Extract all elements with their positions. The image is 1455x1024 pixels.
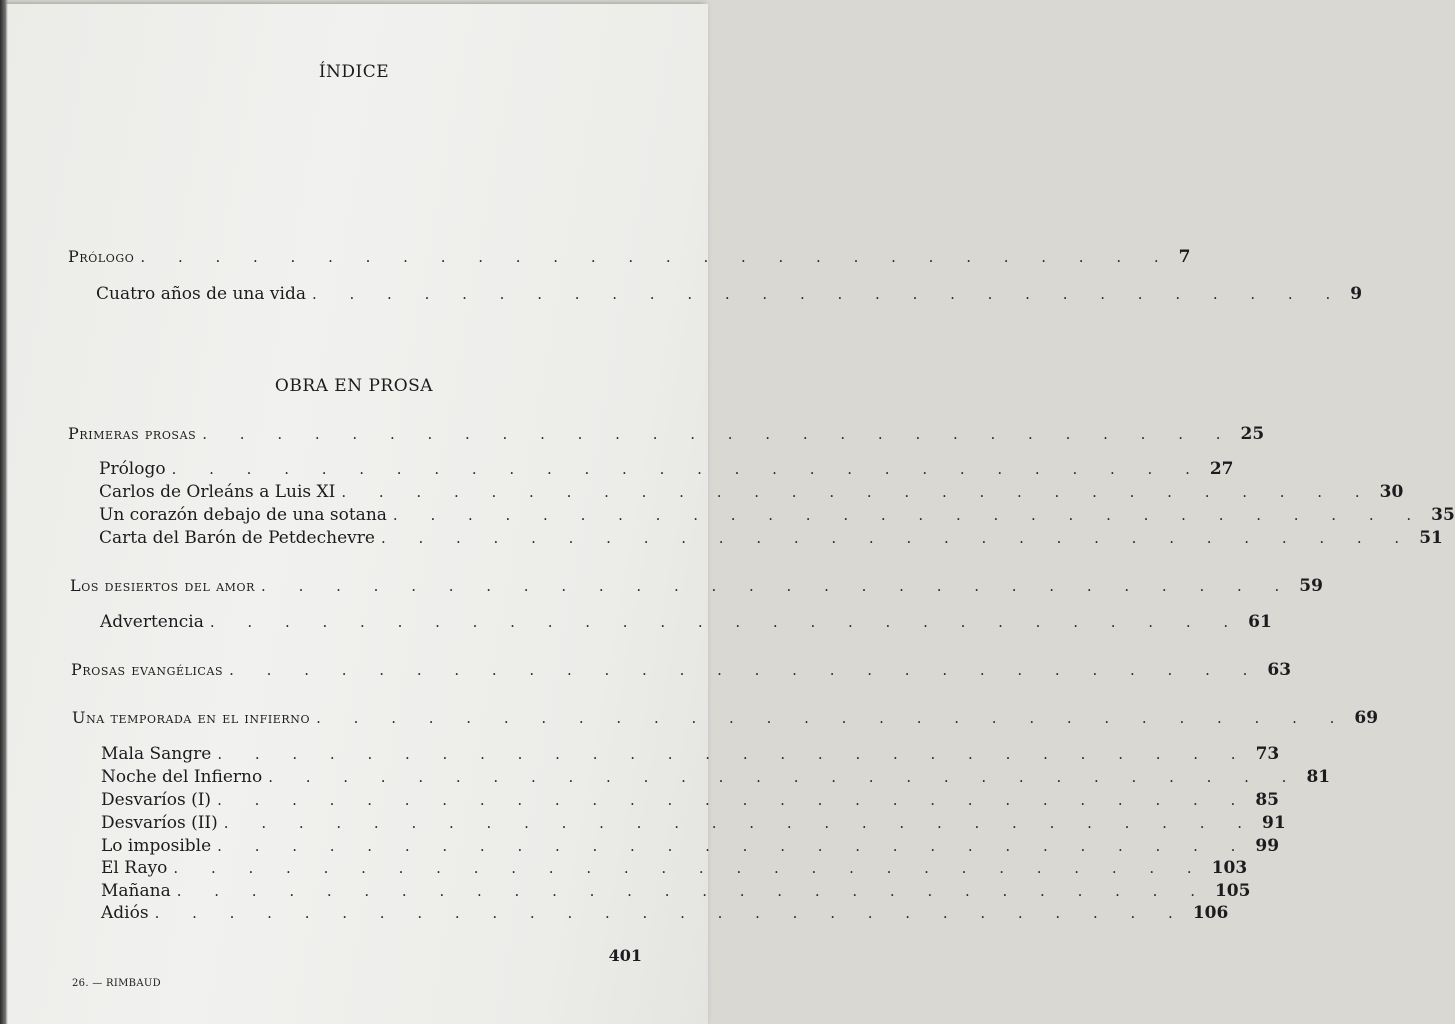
dot-leader: . . . . . . . . . . . . . . . . . . . . . . . . . . . .	[176, 882, 1209, 900]
toc-entry-page: 25	[1240, 424, 1265, 444]
toc-entry-page: 73	[1255, 744, 1280, 764]
toc-entry-page: 105	[1214, 881, 1251, 901]
toc-entry-label: Prólogo	[99, 459, 166, 479]
dot-leader: . . . . . . . . . . . . . . . . . . . . . . . . . . . .	[154, 904, 1187, 922]
toc-entry-desvarios-2	[101, 812, 1286, 834]
dot-leader: . . . . . . . . . . . . . . . . . . . . . . . . . . . .	[140, 248, 1173, 266]
toc-entry-carlos-de-orleans	[99, 481, 1404, 503]
section-heading-obra-en-prosa: OBRA EN PROSA	[274, 376, 434, 396]
toc-entry-lo-imposible	[101, 835, 1280, 857]
toc-entry-page: 106	[1192, 903, 1229, 923]
toc-entry-page: 99	[1255, 836, 1280, 856]
dot-leader: . . . . . . . . . . . . . . . . . . . . . . . . . . . .	[173, 859, 1206, 877]
toc-entry-label: Carlos de Orleáns a Luis XI	[99, 482, 336, 502]
dot-leader: . . . . . . . . . . . . . . . . . . . . . . . . . . . .	[316, 709, 1349, 727]
toc-entry-mala-sangre	[101, 743, 1280, 765]
toc-entry-una-temporada	[72, 707, 1379, 729]
dot-leader: . . . . . . . . . . . . . . . . . . . . . . . . . . . .	[217, 791, 1250, 809]
toc-entry-page: 85	[1255, 790, 1279, 810]
index-title: ÍNDICE	[318, 62, 390, 82]
page-edge-shadow	[0, 0, 8, 1024]
toc-entry-label: Desvaríos (I)	[101, 790, 212, 810]
toc-entry-page: 61	[1248, 612, 1272, 632]
toc-entry-el-rayo	[101, 857, 1248, 879]
toc-entry-label: Carta del Barón de Petdechevre	[99, 528, 375, 548]
toc-entry-adios	[101, 902, 1229, 924]
toc-entry-page: 81	[1306, 767, 1331, 787]
dot-leader: . . . . . . . . . . . . . . . . . . . . . . . . . . . .	[223, 814, 1257, 832]
dot-leader: . . . . . . . . . . . . . . . . . . . . . . . . . . . .	[380, 529, 1414, 547]
dot-leader: . . . . . . . . . . . . . . . . . . . . . . . . . . . .	[311, 285, 1345, 303]
dot-leader: . . . . . . . . . . . . . . . . . . . . . . . . . . . .	[217, 745, 1250, 763]
toc-entry-noche-del-infierno	[101, 766, 1331, 788]
toc-entry-page: 69	[1354, 708, 1379, 728]
toc-entry-label: Un corazón debajo de una sotana	[99, 505, 387, 525]
toc-entry-page: 91	[1262, 813, 1286, 833]
toc-entry-label: Desvaríos (II)	[101, 813, 218, 833]
toc-entry-prologo-2	[99, 458, 1234, 480]
dot-leader: . . . . . . . . . . . . . . . . . . . . . . . . . . . .	[217, 837, 1250, 855]
toc-entry-label: Lo imposible	[101, 836, 212, 856]
toc-entry-label: Mañana	[101, 881, 171, 901]
toc-entry-primeras-prosas	[68, 423, 1265, 445]
signature-mark: 26. — RIMBAUD	[72, 978, 161, 989]
toc-entry-label: Advertencia	[100, 612, 204, 632]
toc-entry-manana	[101, 880, 1251, 902]
toc-entry-page: 35	[1431, 505, 1455, 525]
toc-entry-cuatro-anos	[96, 283, 1363, 305]
toc-entry-prologo	[68, 246, 1191, 268]
toc-entry-label: El Rayo	[101, 858, 168, 878]
dot-leader: . . . . . . . . . . . . . . . . . . . . . . . . . . . .	[268, 768, 1301, 786]
toc-entry-page: 63	[1267, 660, 1292, 680]
page-number: 401	[608, 946, 642, 965]
dot-leader: . . . . . . . . . . . . . . . . . . . . . . . . . . . .	[392, 506, 1426, 524]
dot-leader: . . . . . . . . . . . . . . . . . . . . . . . . . . . .	[202, 425, 1235, 443]
toc-entry-advertencia	[100, 611, 1272, 633]
toc-entry-carta-del-baron	[99, 527, 1443, 549]
dot-leader: . . . . . . . . . . . . . . . . . . . . . . . . . . . .	[261, 577, 1294, 595]
toc-entry-page: 103	[1211, 858, 1248, 878]
toc-entry-label: Los desiertos del amor	[70, 576, 256, 595]
toc-entry-un-corazon	[99, 504, 1455, 526]
toc-entry-label: Noche del Infierno	[101, 767, 263, 787]
toc-entry-prosas-evangelicas	[71, 659, 1292, 681]
toc-entry-page: 59	[1299, 576, 1323, 596]
toc-entry-label: Prólogo	[68, 247, 135, 266]
toc-entry-label: Cuatro años de una vida	[96, 284, 306, 304]
toc-entry-page: 7	[1178, 247, 1191, 267]
dot-leader: . . . . . . . . . . . . . . . . . . . . . . . . . . . .	[171, 460, 1204, 478]
toc-entry-desvarios-1	[101, 789, 1279, 811]
toc-entry-los-desiertos	[70, 575, 1323, 597]
toc-entry-page: 30	[1379, 482, 1404, 502]
toc-entry-page: 51	[1419, 528, 1443, 548]
toc-entry-label: Prosas evangélicas	[71, 660, 224, 679]
toc-entry-label: Adiós	[101, 903, 149, 923]
toc-entry-page: 27	[1209, 459, 1234, 479]
toc-entry-label: Mala Sangre	[101, 744, 212, 764]
toc-entry-label: Primeras prosas	[68, 424, 197, 443]
dot-leader: . . . . . . . . . . . . . . . . . . . . . . . . . . . .	[229, 661, 1262, 679]
dot-leader: . . . . . . . . . . . . . . . . . . . . . . . . . . . .	[341, 483, 1374, 501]
toc-entry-label: Una temporada en el infierno	[72, 708, 311, 727]
toc-entry-page: 9	[1350, 284, 1363, 304]
dot-leader: . . . . . . . . . . . . . . . . . . . . . . . . . . . .	[209, 613, 1243, 631]
